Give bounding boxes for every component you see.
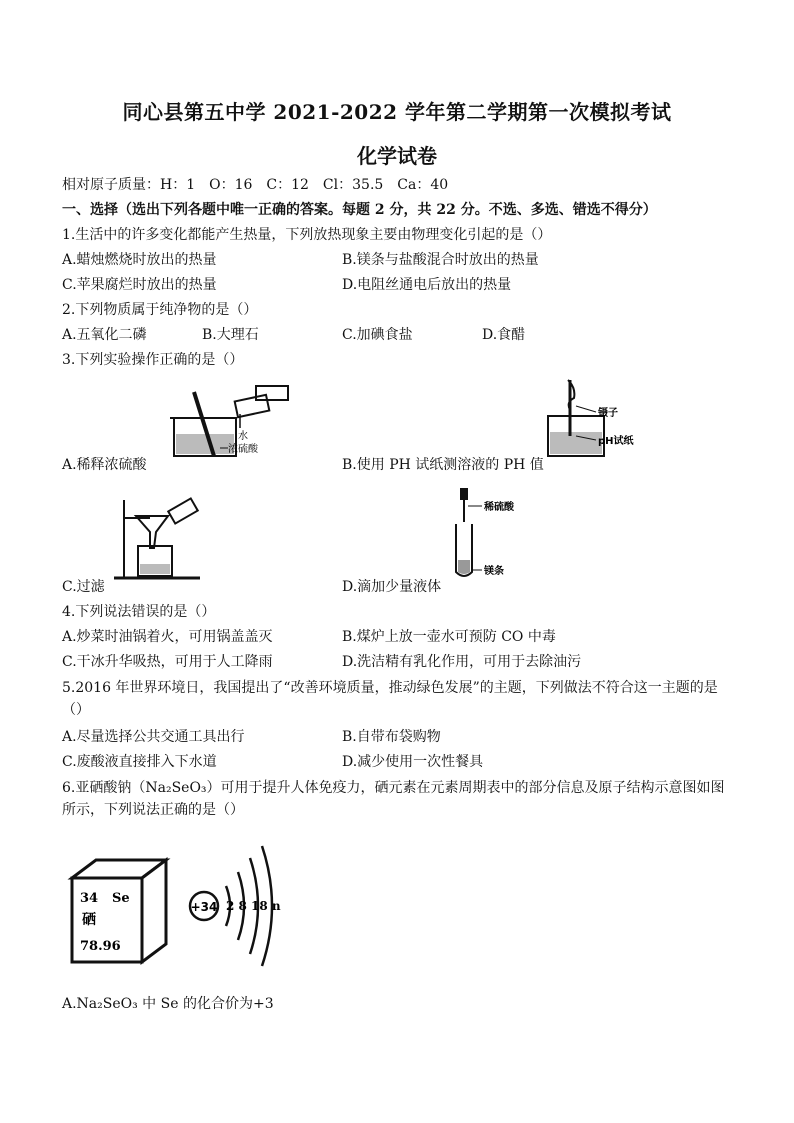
question-4-stem: 4.下列说法错误的是（） xyxy=(62,604,216,620)
question-4-option-b: B.煤炉上放一壶水可预防 CO 中毒 xyxy=(342,629,556,645)
ph-paper-label: pH试纸 xyxy=(598,436,634,447)
question-6-stem: 6.亚硒酸钠（Na₂SeO₃）可用于提升人体免疫力，硒元素在元素周期表中的部分信息及原子结构示意图如图所示，下列说法正确的是（） xyxy=(62,780,725,818)
exam-subtitle: 化学试卷 xyxy=(357,144,437,168)
question-2-stem: 2.下列物质属于纯净物的是（） xyxy=(62,302,258,318)
dilution-water-label: 水 xyxy=(238,431,248,442)
question-6-option-a: A.Na₂SeO₃ 中 Se 的化合价为+3 xyxy=(62,996,274,1012)
dilution-acid-label: 浓硫酸 xyxy=(228,444,258,455)
question-2-option-b: B.大理石 xyxy=(202,327,259,343)
question-5-option-d: D.减少使用一次性餐具 xyxy=(342,754,484,770)
question-2-option-a: A.五氧化二磷 xyxy=(62,327,147,343)
question-3-option-a: A.稀释浓硫酸 xyxy=(62,457,147,473)
question-4-option-c: C.干冰升华吸热，可用于人工降雨 xyxy=(62,654,273,670)
dropper-figure xyxy=(448,486,558,580)
element-symbol: Se xyxy=(112,891,130,906)
question-1-option-b: B.镁条与盐酸混合时放出的热量 xyxy=(342,252,539,268)
dilution-figure xyxy=(160,382,290,460)
electron-shells: 2 8 18 n xyxy=(226,899,281,913)
question-5-stem: 5.2016 年世界环境日，我国提出了“改善环境质量，推动绿色发展”的主题，下列做法不符合这一主题的是（） xyxy=(62,680,718,718)
question-3-option-b: B.使用 PH 试纸测溶液的 PH 值 xyxy=(342,457,544,473)
question-1-option-d: D.电阻丝通电后放出的热量 xyxy=(342,277,512,293)
question-5-option-b: B.自带布袋购物 xyxy=(342,729,441,745)
filtration-figure xyxy=(110,496,210,580)
element-mass: 78.96 xyxy=(80,939,121,954)
question-5-option-a: A.尽量选择公共交通工具出行 xyxy=(62,729,245,745)
question-3-option-d: D.滴加少量液体 xyxy=(342,579,442,595)
atomic-masses: 相对原子质量：H：1 O：16 C：12 Cl：35.5 Ca：40 xyxy=(62,177,449,193)
ph-tweezers-label: 镊子 xyxy=(598,408,618,419)
selenium-atom-structure xyxy=(186,842,286,966)
question-2-option-c: C.加碘食盐 xyxy=(342,327,413,343)
question-1-option-c: C.苹果腐烂时放出的热量 xyxy=(62,277,217,293)
question-4-option-d: D.洗洁精有乳化作用，可用于去除油污 xyxy=(342,654,582,670)
element-number: 34 xyxy=(80,891,99,906)
question-5-option-c: C.废酸液直接排入下水道 xyxy=(62,754,217,770)
question-4-option-a: A.炒菜时油锅着火，可用锅盖盖灭 xyxy=(62,629,273,645)
element-name: 硒 xyxy=(82,912,96,928)
ph-test-figure xyxy=(540,376,670,460)
exam-title: 同心县第五中学 2021-2022 学年第二学期第一次模拟考试 xyxy=(122,100,672,124)
nucleus-charge: +34 xyxy=(190,900,218,914)
question-1-option-a: A.蜡烛燃烧时放出的热量 xyxy=(62,252,217,268)
question-3-option-c: C.过滤 xyxy=(62,579,105,595)
question-3-stem: 3.下列实验操作正确的是（） xyxy=(62,352,244,368)
question-2-option-d: D.食醋 xyxy=(482,327,526,343)
dropper-mg-label: 镁条 xyxy=(484,566,504,577)
section-heading: 一、选择（选出下列各题中唯一正确的答案。每题 2 分，共 22 分。不选、多选、错选不得分） xyxy=(62,202,657,218)
dropper-acid-label: 稀硫酸 xyxy=(484,502,514,513)
selenium-element-cell xyxy=(66,856,176,968)
question-1-stem: 1.生活中的许多变化都能产生热量，下列放热现象主要由物理变化引起的是（） xyxy=(62,227,552,243)
